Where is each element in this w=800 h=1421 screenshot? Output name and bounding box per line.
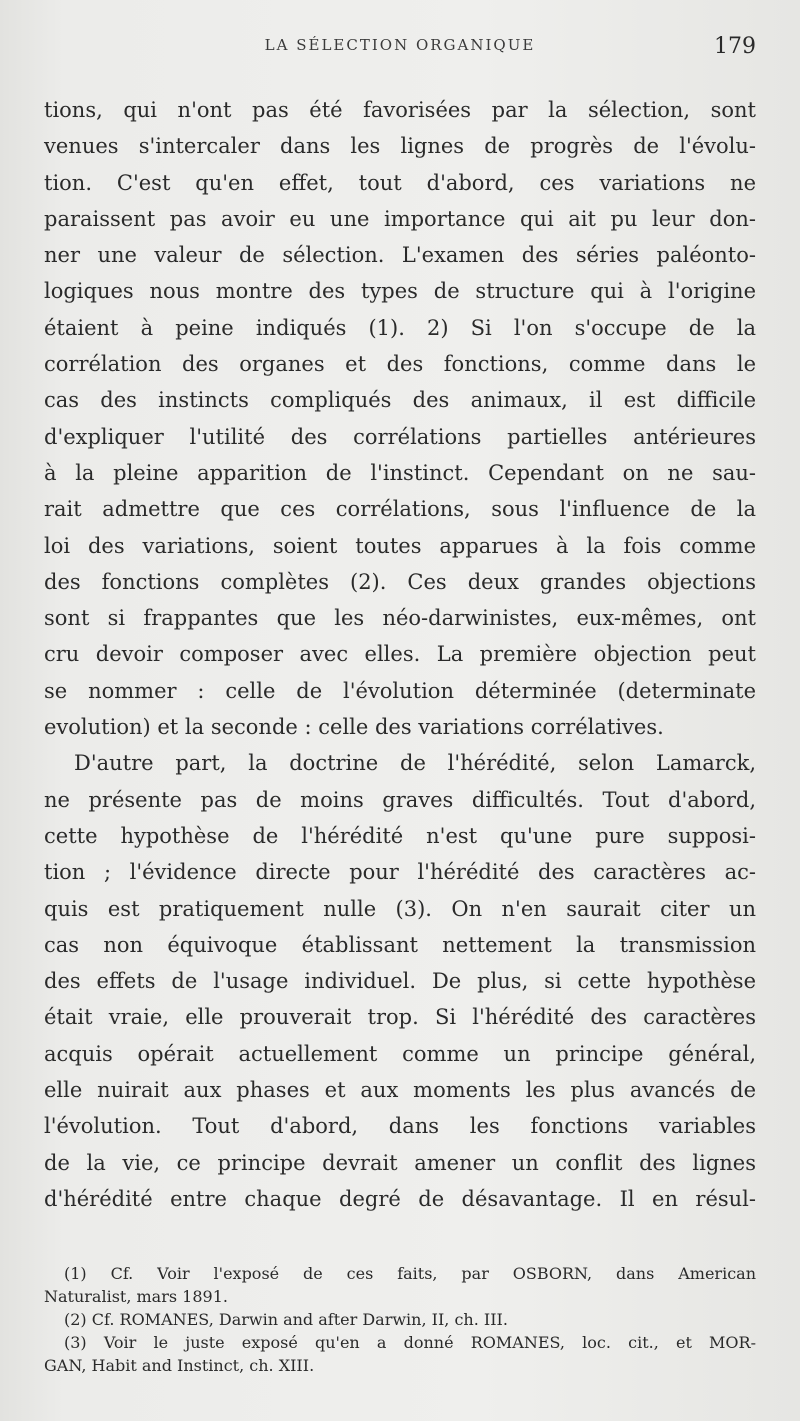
text-line: d'expliquer l'utilité des corrélations partielles antérieures bbox=[44, 424, 756, 449]
text-line: rait admettre que ces corrélations, sous l'influence de la bbox=[44, 497, 756, 522]
text-line: ne présente pas de moins graves difficultés. Tout d'abord, bbox=[44, 787, 756, 812]
text-line: sont si frappantes que les néo-darwinistes, eux-mêmes, ont bbox=[44, 606, 756, 631]
footnote-line: GAN, Habit and Instinct, ch. XIII. bbox=[44, 1356, 315, 1375]
text-line: d'hérédité entre chaque degré de désavantage. Il en résul- bbox=[44, 1186, 756, 1211]
text-line: acquis opérait actuellement comme un principe général, bbox=[44, 1041, 756, 1066]
text-line: D'autre part, la doctrine de l'hérédité, selon Lamarck, bbox=[74, 751, 756, 776]
text-line: tion. C'est qu'en effet, tout d'abord, ces variations ne bbox=[44, 170, 756, 195]
text-line: venues s'intercaler dans les lignes de progrès de l'évolu- bbox=[44, 134, 756, 159]
text-line: des fonctions complètes (2). Ces deux grandes objections bbox=[44, 569, 756, 594]
text-line: logiques nous montre des types de structure qui à l'origine bbox=[44, 279, 756, 304]
footnote-line: (2) Cf. ROMANES, Darwin and after Darwin, II, ch. III. bbox=[64, 1310, 508, 1329]
text-line: paraissent pas avoir eu une importance qui ait pu leur don- bbox=[44, 206, 756, 231]
text-line: tion ; l'évidence directe pour l'hérédité des caractères ac- bbox=[44, 860, 756, 885]
text-line: à la pleine apparition de l'instinct. Cependant on ne sau- bbox=[44, 460, 756, 485]
text-line: tions, qui n'ont pas été favorisées par la sélection, sont bbox=[44, 98, 756, 122]
text-line: loi des variations, soient toutes apparues à la fois comme bbox=[44, 533, 756, 558]
footnote-line: Naturalist, mars 1891. bbox=[44, 1287, 228, 1306]
text-line: cru devoir composer avec elles. La première objection peut bbox=[44, 642, 756, 667]
running-title: LA SÉLECTION ORGANIQUE bbox=[264, 36, 536, 54]
footnote-line: (3) Voir le juste exposé qu'en a donné ROMANES, loc. cit., et MOR- bbox=[64, 1333, 756, 1352]
text-line: quis est pratiquement nulle (3). On n'en saurait citer un bbox=[44, 896, 756, 921]
text-line: se nommer : celle de l'évolution déterminée (determinate bbox=[44, 678, 756, 703]
text-line: étaient à peine indiqués (1). 2) Si l'on s'occupe de la bbox=[44, 315, 756, 340]
text-line: evolution) et la seconde : celle des variations corrélatives. bbox=[44, 715, 664, 740]
page-number: 179 bbox=[714, 34, 756, 59]
text-line: corrélation des organes et des fonctions, comme dans le bbox=[44, 352, 756, 377]
text-line: cette hypothèse de l'hérédité n'est qu'une pure supposi- bbox=[44, 823, 756, 848]
footnote-line: (1) Cf. Voir l'exposé de ces faits, par OSBORN, dans American bbox=[64, 1264, 756, 1283]
text-line: l'évolution. Tout d'abord, dans les fonctions variables bbox=[44, 1114, 756, 1139]
text-line: des effets de l'usage individuel. De plus, si cette hypothèse bbox=[44, 969, 756, 994]
text-line: était vraie, elle prouverait trop. Si l'hérédité des caractères bbox=[44, 1005, 756, 1030]
body-text bbox=[44, 92, 756, 1217]
text-line: ner une valeur de sélection. L'examen des séries paléonto- bbox=[44, 243, 756, 268]
text-line: de la vie, ce principe devrait amener un conflit des lignes bbox=[44, 1150, 756, 1175]
text-line: elle nuirait aux phases et aux moments les plus avancés de bbox=[44, 1078, 756, 1103]
page-header bbox=[44, 32, 756, 68]
text-line: cas non équivoque établissant nettement la transmission bbox=[44, 932, 756, 957]
text-line: cas des instincts compliqués des animaux, il est difficile bbox=[44, 388, 756, 413]
footnotes bbox=[44, 1262, 756, 1377]
